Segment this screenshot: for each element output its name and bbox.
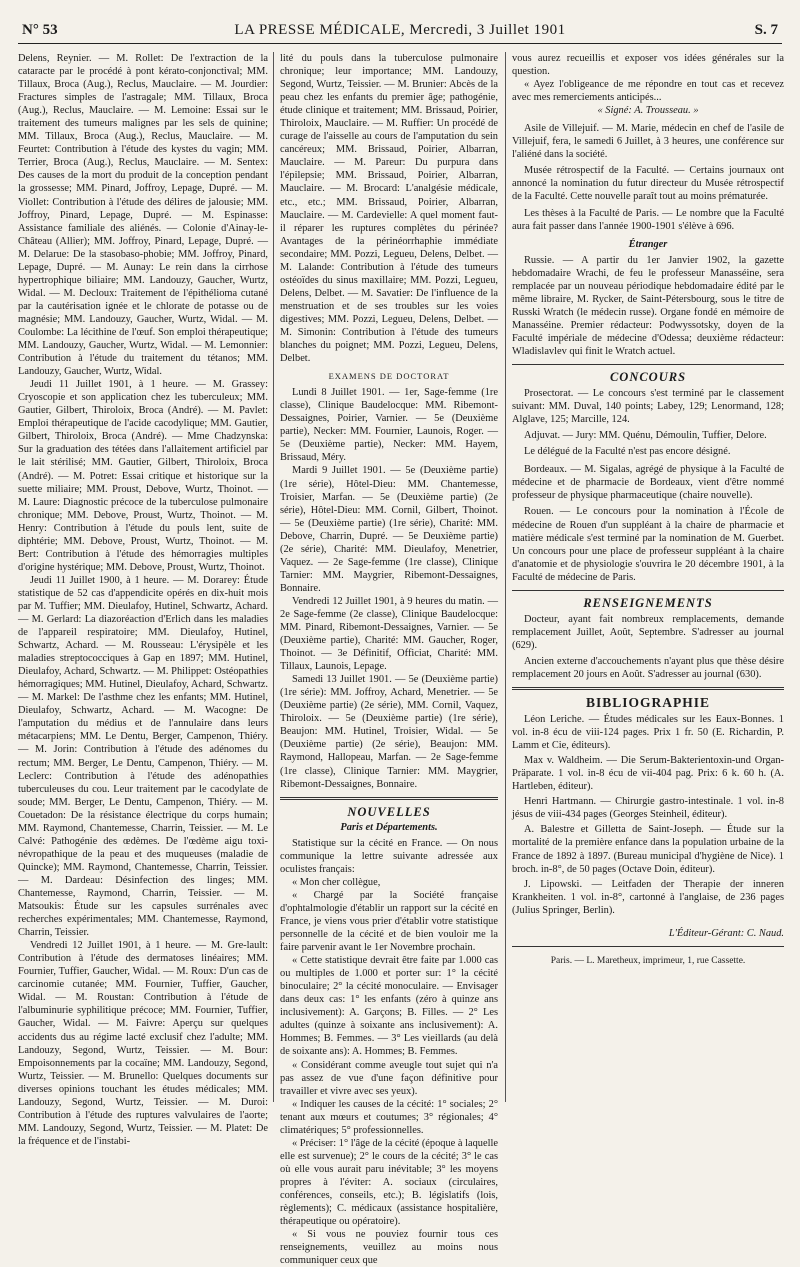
classified-ad: Ancien externe d'accouchements n'ayant plus que thèse désire remplacement 20 jours en Août. S'adresser au journal (630). xyxy=(512,655,784,680)
thesis-list: lité du pouls dans la tuberculose pulmonaire chronique; leur importance; MM. Landouzy, Segond, Wurtz, Teissier. — M. Brunier: Abcès de la peau chez les enfants du premier âge; pathogénie, étude clinique et traitement; MM. Brissaud, Poirier, Thiroloix, Mauclaire. — M. Ruffier: Un procédé de curage de l'aisselle au cours de l'amputation du sein cancéreux; MM. Brissaud, Poirier, Albarran, Mauclaire. — M. Pareur: Du purpura dans l'épilepsie; MM. Brissaud, Poirier, Albarran, Mauclaire. — M. Brocard: L'analgésie médicale, etc., etc.; MM. Brissaud, Poirier, Albarran, Mauclaire. — M. Cardevielle: A quel moment faut-il réparer les ruptures complètes du périnée? Avantages de la périnéorrhaphie immédiate secondaire; MM. Pozzi, Legueu, Delens, Delbet. — M. Lalande: Contribution à l'étude des tumeurs ostéoïdes du sinus maxillaire; MM. Pozzi, Legueu, Delens, Delbet. — M. Savatier: De l'influence de la menstruation et de ses troubles sur les voies digestives; MM. Pozzi, Legueu, Delens, Delbet. — M. Simonin: Contribution à l'étude des tumeurs blanches du poignet; MM. Pozzi, Legueu, Delens, Delbet. xyxy=(280,53,498,365)
news-paragraph: Statistique sur la cécité en France. — On nous communique la lettre suivante adressée aux oculistes français: xyxy=(280,837,498,875)
column-3 xyxy=(512,52,784,1102)
news-paragraph: « Ayez l'obligeance de me répondre en tout cas et recevez avec mes remerciements anticipés... xyxy=(512,79,784,104)
classified-ad: Docteur, ayant fait nombreux remplacements, demande remplacement Juillet, Août, Septembre. S'adresser au journal (629). xyxy=(512,613,784,651)
news-paragraph: Le délégué de la Faculté n'est pas encore désigné. xyxy=(524,446,731,458)
news-paragraph: « Mon cher collègue, xyxy=(292,876,381,888)
news-paragraph: Russie. — A partir du 1er Janvier 1902, la gazette hebdomadaire Wrachi, de feu le professeur Manasséine, sera remplacée par un nouveau périodique hebdomadaire édité par le même libraire, M. Rycker, de Saint-Pétersbourg, sous le titre de Russki Wratch (le médecin russe). Organe fondé en mémoire de Manasséine. Premier rédacteur: Podwyssotsky, doyen de la Faculté impériale de médecine d'Odessa; deuxième rédacteur: Wladislavlev qui finit le Wratch actuel. xyxy=(512,254,784,357)
column-1 xyxy=(18,52,268,1147)
thesis-list: Delens, Reynier. — M. Rollet: De l'extraction de la cataracte par le procédé à pont kérato-conjonctival; MM. Tillaux, Broca (Aug.), Reclus, Mauclaire. — M. Jourdier: Fractures simples de l'astragale; MM. Tillaux, Broca (Aug.), Reclus, Mauclaire. — M. Lemoine: Essai sur le traitement des tumeurs malignes par les sels de quinine; MM. Tillaux, Broca (Aug.), Reclus, Mauclaire. — M. Feurtet: Contribution à l'étude des kystes du vagin; MM. Terrier, Broca (Aug.), Reclus, Mauclaire. — M. Sentex: Des causes de la mort du produit de la conception pendant la grossesse; MM. Pinard, Joffroy, Lepage, Dupré. — M. Viollet: Contribution à l'étude des délires de jalousie; MM. Joffroy, Pinard, Lepage, Dupré. — M. Espinasse: Assistance familiale des aliénés. — Colonie d'Ainay-le-Château (Allier); MM. Joffroy, Pinard, Lepage, Dupré. — M. Delarue: De la stasobaso-phobie; MM. Joffroy, Pinard, Lepage, Dupré. — M. Aunay: Le rein dans la cirrhose hypertrophique biliaire; MM. Landouzy, Gaucher, Wurtz, Widal. — M. Decloux: Traitement de l'épithélioma cutané par la cautérisation ignée et le chlorate de potasse ou de magnésie; MM. Landouzy, Gaucher, Wurtz, Widal. — M. Coulombe: La lécithine de l'œuf. Son emploi thérapeutique; MM. Landouzy, Gaucher, Wurtz, Widal. — M. Lemonnier: Contribution à l'étude du traitement du tétanos; MM. Landouzy, Gaucher, Wurtz, Widal. xyxy=(18,53,268,378)
news-paragraph: « Préciser: 1° l'âge de la cécité (époque à laquelle elle est survenue); 2° le cours de la cécité; 3° le cas où elle vous aurait paru inévitable; 3° les moyens propres à l'éviter: A. sociaux (circulaires, conférences, conseils, etc.); B. législatifs (lois, règlements); C. médicaux (assistance hospitalière, thérapeutique ou opératoire). xyxy=(280,1137,498,1228)
section-divider xyxy=(512,364,784,365)
news-paragraph: vous aurez recueillis et exposer vos idées générales sur la question. xyxy=(512,53,784,78)
news-paragraph: « Indiquer les causes de la cécité: 1° sociales; 2° tenant aux mœurs et coutumes; 3° régionales; 4° climatériques; 5° professionnelles. xyxy=(280,1098,498,1136)
biblio-entry: Léon Leriche. — Études médicales sur les Eaux-Bonnes. 1 vol. in-8 écu de viii-124 pages. Prix 1 fr. 50 (E. Richardin, P. Lamm et Cie, éditeurs). xyxy=(512,714,784,752)
exam-schedule: Samedi 13 Juillet 1901. — 5e (Deuxième partie) (1re série): MM. Joffroy, Achard, Menetrier. — 5e (Deuxième partie) (2e série), MM. Cornil, Vaquez, Thiroloix. — 5e (Deuxième partie) (1re série), Beaujon: MM. Hutinel, Troisier, Widal. — 5e (Deuxième partie) (2e série), Beaujon: MM. Raymond, Hallopeau, Marfan. — 2e Sage-femme (1re classe), Clinique Tarnier: MM. Maygrier, Ribemont-Dessaignes, Bonnaire. xyxy=(280,674,498,790)
section-divider xyxy=(512,946,784,947)
section-divider xyxy=(280,797,498,800)
news-paragraph: Adjuvat. — Jury: MM. Quénu, Démoulin, Tuffier, Delore. xyxy=(524,430,767,442)
column-rule xyxy=(505,52,506,1102)
doctorat-heading: EXAMENS DE DOCTORAT xyxy=(328,371,450,382)
bibliographie-heading: BIBLIOGRAPHIE xyxy=(585,695,711,711)
section-divider xyxy=(512,687,784,690)
exam-schedule: Mardi 9 Juillet 1901. — 5e (Deuxième partie) (1re série), Hôtel-Dieu: MM. Chantemesse, Troisier, Marfan. — 5e (Deuxième partie) (2e série), Hôtel-Dieu: MM. Cornil, Gilbert, Thoinot. — 5e (Deuxième partie) (1re série), Charité: MM. Debove, Charrin, Dupré. — 5e Deuxième partie) (2e série), Charité: MM. Dieulafoy, Menetrier, Vaquez. — 2e Sage-femme (1re classe), Clinique Tarnier: MM. Maygrier, Ribemont-Dessaignes, Bonnaire. xyxy=(280,465,498,594)
thesis-list: Jeudi 11 Juillet 1901, à 1 heure. — M. Grassey: Cryoscopie et son application chez les tuberculeux; MM. Gautier, Gilbert, Thiroloix, Broca (André). — M. Pavlet: Emploi thérapeutique de l'acide cacodylique; MM. Gautier, Gilbert, Thiroloix, Broca (André). — Mme Chadzynska: Sur la graduation des tétées dans l'allaitement artificiel par le lait stérilisé; MM. Gautier, Gilbert, Thiroloix, Broca (André). — M. Potret: Essai critique et historique sur la suette miliaire; MM. Proust, Debove, Wurtz, Thoinot. — M. Laure: Diagnostic précoce de la tuberculose pulmonaire chronique; MM. Debove, Proust, Wurtz, Thoinot. — M. Henry: Contribution à l'étude du pouls lent, suite de diphtérie; MM. Debove, Proust, Wurtz, Thoinot. — M. Bert: Contribution à l'étude des hémorragies multiples d'origine hystérique; MM. Debove, Proust, Wurtz, Thoinot. xyxy=(18,379,268,573)
running-header xyxy=(18,18,782,44)
etranger-heading: Étranger xyxy=(628,238,668,250)
biblio-entry: A. Balestre et Gilletta de Saint-Joseph. — Étude sur la mortalité de la première enfance dans la population urbaine de la France de 1892 à 1897. (Bureau municipal d'hygiène de Nice). 1 broch. in-8°, de 50 pages (Octave Doin, éditeur). xyxy=(512,824,784,875)
thesis-list: Vendredi 12 Juillet 1901, à 1 heure. — M. Gre-lault: Contribution à l'étude des dermatoses linéaires; MM. Fournier, Tuffier, Gaucher, Widal. — M. Roux: D'un cas de carcinomie cutanée; MM. Fournier, Tuffier, Gaucher, Widal. — M. Roustan: Contribution à l'étude de l'albuminurie syphilitique précoce; MM. Fournier, Tuffier, Gaucher, Widal. — M. Faivre: Aperçu sur quelques accidents dus au régime lacté exclusif chez l'adulte; MM. Landouzy, Segond, Wurtz, Teissier. — M. Bour: Empoisonnements par la cocaïne; MM. Landouzy, Segond, Wurtz, Teissier. — M. Brunello: Quelques documents sur diverses opinions touchant les études médicales; MM. Landouzy, Segond, Wurtz, Teissier. — M. Duroi: Contribution à l'étude des ruptures valvulaires de l'aorte; MM. Landouzy, Segond, Wurtz, Teissier. — M. Platet: De la fréquence et de l'instabi- xyxy=(18,940,268,1147)
thesis-list: Jeudi 11 Juillet 1900, à 1 heure. — M. Dorarey: Étude statistique de 52 cas d'appendicite opérés en dix-huit mois par M. Tuffier; MM. Dieulafoy, Hutinel, Schwartz, Achard. — M. Gerlard: La diazoréaction d'Erlich dans les maladies de l'appareil respiratoire; MM. Dieulafoy, Hutinel, Schwartz, Achard. — M. Rousseau: L'érysipèle et les maladies streptococciques à Gap en 1897; MM. Hutinel, Dieulafoy, Achard, Schwartz. — M. Philippet: Ostéopathies hémorragiques; MM. Hutinel, Dieulafoy, Achard, Schwartz. — M. Markel: De l'asthme chez les enfants; MM. Hutinel, Dieulafoy, Schwartz, Achard. — M. Wacogne: De l'amputation du médius et de l'annulaire dans leurs métacarpiens; MM. Le Dentu, Berger, Campenon, Thiéry. — M. Jorin: Contribution à l'étude des adénomes du rectum; MM. Berger, Le Dentu, Campenon, Thiéry. — M. Leclerc: Contribution à l'étude des adénopathies tuberculeuses du cou. Leur traitement par le cacodylate de soude; MM. Berger, Le Dentu, Campenon, Thiéry. — M. Couetadon: De la résistance électrique du corps humain; MM. Raymond, Chantemesse, Charrin, Teissier. — M. Le Calvé: Pathogénie des œdèmes. De l'œdème aigu toxi-névropathique de la peau et des muqueuses (maladie de Quincke); MM. Raymond, Chantemesse, Charrin, Teissier. — M. Dardeau: Désinfection des linges; MM. Chantemesse, Raymond, Charrin, Teissier. — M. Matsoukis: Étude sur les capsules surrénales avec recherches expérimentales; MM. Chantemesse, Raymond, Charrin, Teissier. xyxy=(18,574,268,939)
news-paragraph: Les thèses à la Faculté de Paris. — Le nombre que la Faculté aura fait passer dans l'année 1900-1901 s'élève à 696. xyxy=(512,207,784,232)
section-divider xyxy=(512,590,784,591)
column-rule xyxy=(273,52,274,1102)
journal-title: LA PRESSE MÉDICALE, Mercredi, 3 Juillet 1901 xyxy=(234,22,566,38)
biblio-entry: J. Lipowski. — Leitfaden der Therapie der inneren Krankheiten. 1 vol. in-8°, cartonné à l'anglaise, de 236 pages (Julius Springer, Berlin). xyxy=(512,878,784,916)
news-signature: « Signé: A. Trousseau. » xyxy=(597,105,699,117)
news-paragraph: « Chargé par la Société française d'ophtalmologie d'établir un rapport sur la cécité en France, je viens vous prier d'établir votre statistique personnelle de la cécité et de bien vouloir me la faire parvenir avant le 1er Novembre prochain. xyxy=(280,889,498,954)
news-paragraph: « Cette statistique devrait être faite par 1.000 cas ou multiples de 1.000 et porter sur: 1° la cécité binoculaire; 2° la cécité monoculaire. — Envisager dans deux cas: 1° les enfants (zéro à quinze ans inclusivement): A. Garçons; B. Filles. — 2° Les adultes (quinze à soixante ans inclusivement): A. Hommes; B. Femmes. — 3° Les vieillards (au delà de soixante ans): A. Hommes; B. Femmes. xyxy=(280,955,498,1058)
issue-number: N° 53 xyxy=(22,22,58,38)
news-paragraph: Asile de Villejuif. — M. Marie, médecin en chef de l'asile de Villejuif, fera, le samedi 6 Juillet, à 3 heures, une conférence sur l'aliéné dans la société. xyxy=(512,123,784,161)
exam-schedule: Vendredi 12 Juillet 1901, à 9 heures du matin. — 2e Sage-femme (2e classe), Clinique Baudelocque: MM. Pinard, Ribemont-Dessaignes, Varnier. — 5e (Deuxième partie), Charité: MM. Gaucher, Roger, Thoinot. — 3e Définitif, Officiat, Charité: MM. Tillaux, Launois, Lepage. xyxy=(280,595,498,673)
nouvelles-heading: NOUVELLES xyxy=(347,804,431,819)
renseignements-heading: RENSEIGNEMENTS xyxy=(583,595,713,610)
news-paragraph: Musée rétrospectif de la Faculté. — Certains journaux ont annoncé la nomination du futur directeur du Musée rétrospectif de la Faculté. Cette nouvelle paraît tout au moins prématurée. xyxy=(512,165,784,203)
news-paragraph: Prosectorat. — Le concours s'est terminé par le classement suivant: MM. Duval, 140 points; Labey, 129; Lenormand, 128; Alglave, 125; Marcille, 124. xyxy=(512,388,784,426)
editor-signature: L'Éditeur-Gérant: C. Naud. xyxy=(668,927,784,939)
exam-schedule: Lundi 8 Juillet 1901. — 1er, Sage-femme (1re classe), Clinique Baudelocque: MM. Ribemont-Dessaignes, Poirier, Varnier. — 5e (Deuxième partie), Necker: MM. Fournier, Launois, Roger. — 5e (Deuxième partie), Necker: MM. Hayem, Brissaud, Méry. xyxy=(280,387,498,464)
biblio-entry: Henri Hartmann. — Chirurgie gastro-intestinale. 1 vol. in-8 jésus de viii-434 pages (Georges Steinheil, éditeur). xyxy=(512,796,784,821)
printer-imprint: Paris. — L. Maretheux, imprimeur, 1, rue Cassette. xyxy=(550,955,746,966)
biblio-entry: Max v. Waldheim. — Die Serum-Bakterientoxin-und Organ-Präparate. 1 vol. in-8 écu de vii-404 pag. Prix: 6 k. 60 h. (A. Hartleben, éditeur). xyxy=(512,755,784,793)
page-folio: S. 7 xyxy=(754,22,778,38)
column-2 xyxy=(280,52,498,1267)
concours-heading: CONCOURS xyxy=(609,370,687,385)
news-paragraph: Rouen. — Le concours pour la nomination à l'École de médecine de Rouen d'un suppléant à la chaire de pharmacie et matière médicale s'est terminé par la nomination de M. Guerbet. Un concours pour une place de professeur suppléant à la chaire d'anatomie et de physiologie s'ouvrira le 20 décembre 1901, à la Faculté de médecine de Paris. xyxy=(512,506,784,583)
news-paragraph: « Considérant comme aveugle tout sujet qui n'a pas assez de vue d'une façon définitive pour travailler et vivre avec ses yeux). xyxy=(280,1059,498,1097)
paris-heading: Paris et Départements. xyxy=(340,821,438,833)
news-paragraph: « Si vous ne pouviez fournir tous ces renseignements, veuillez au moins nous communiquer ceux que xyxy=(280,1229,498,1267)
news-paragraph: Bordeaux. — M. Sigalas, agrégé de physique à la Faculté de médecine et de pharmacie de Bordeaux, vient d'être nommé professeur de physique pharmaceutique (chaire nouvelle). xyxy=(512,464,784,502)
